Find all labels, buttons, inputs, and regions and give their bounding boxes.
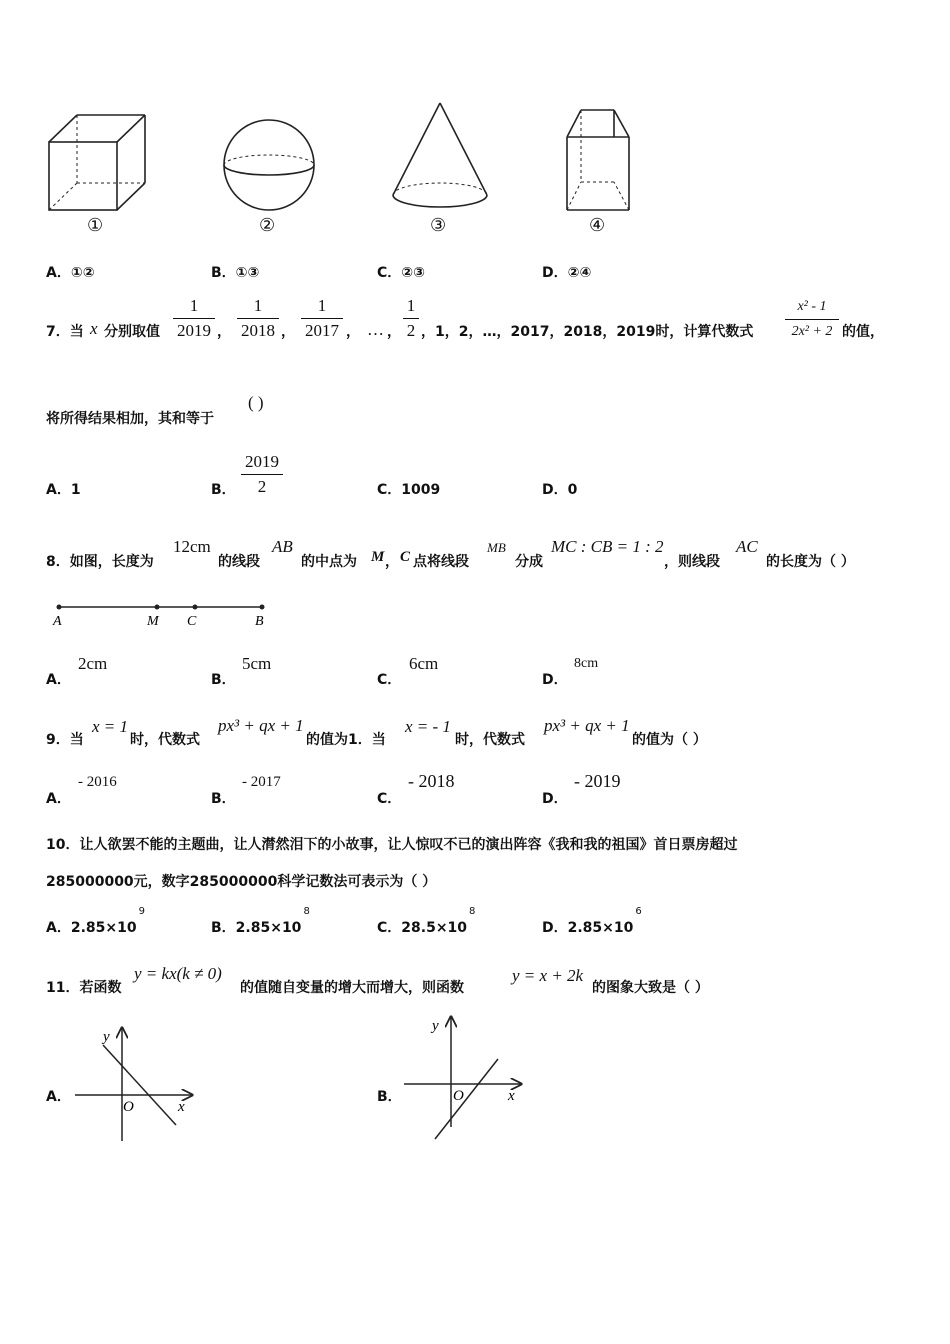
q11-expr2: y = x + 2k [512, 966, 584, 985]
q8-point-c: C [400, 549, 411, 565]
q8-option-c[interactable]: C． [377, 672, 402, 688]
q6-figures [40, 95, 640, 240]
q11-text2: 的图象大致是（ ） [592, 980, 709, 996]
q9-lead: 9．当 [46, 732, 84, 748]
q11-b-axis-y: y [432, 1018, 439, 1034]
q8-label-b: B [255, 614, 264, 629]
q9-option-a-value: - 2016 [78, 774, 117, 790]
q7-comma-4: ， [387, 324, 401, 340]
q8-option-d[interactable]: D． [542, 672, 568, 688]
q8-point-m: M [371, 549, 385, 565]
q7-option-b-frac: 2019 2 [241, 452, 283, 497]
figure-label-3: ③ [430, 215, 447, 235]
q8-option-b[interactable]: B． [211, 672, 236, 688]
q8-seg-ac: AC [736, 537, 758, 556]
q8-label-m: M [147, 614, 159, 629]
q8-segment-figure [46, 598, 276, 632]
q7-ellipsis: … [367, 320, 384, 339]
q9-option-b[interactable]: B． [211, 791, 236, 807]
q8-label-a: A [53, 614, 62, 629]
q7-option-b[interactable]: B． [211, 482, 236, 498]
q8-length: 12cm [173, 537, 211, 556]
cube-figure [49, 115, 145, 210]
q10-line2: 285000000元，数字285000000科学记数法可表示为（ ） [46, 874, 437, 890]
q8-option-c-value: 6cm [409, 654, 439, 673]
q11-option-b[interactable]: B． [377, 1089, 402, 1105]
q9-cond2: x = - 1 [405, 717, 451, 736]
q8-option-b-value: 5cm [242, 654, 272, 673]
figure-label-2: ② [259, 215, 276, 235]
q9-option-b-value: - 2017 [242, 774, 281, 790]
q9-expr-1: px³ + qx + 1 [218, 716, 304, 735]
q8-option-a-value: 2cm [78, 654, 108, 673]
q11-lead: 11．若函数 [46, 980, 122, 996]
figure-label-4: ④ [589, 215, 606, 235]
q9-option-d-value: - 2019 [574, 771, 621, 791]
q6-option-a[interactable]: A．①② [46, 265, 95, 281]
q7-frac-2017: 1 2017 [301, 296, 343, 341]
q7-option-c[interactable]: C．1009 [377, 482, 441, 498]
q9-text4: 的值为（ ） [632, 732, 707, 748]
q8-label-c: C [187, 614, 197, 629]
q8-lead: 8．如图，长度为 [46, 554, 154, 570]
figure-label-1: ① [87, 215, 104, 235]
q8-text2: 的中点为 [301, 554, 357, 570]
q11-option-a[interactable]: A． [46, 1089, 71, 1105]
q7-text1: 分别取值 [104, 324, 160, 340]
q8-seg-mb: MB [487, 540, 506, 555]
q9-option-a[interactable]: A． [46, 791, 71, 807]
q8-option-a[interactable]: A． [46, 672, 71, 688]
q11-expr1: y = kx(k ≠ 0) [134, 964, 222, 983]
q10-line1: 10．让人欲罢不能的主题曲，让人潸然泪下的小故事，让人惊叹不已的演出阵容《我和我的祖国》首日票房超过 [46, 837, 738, 853]
q8-seg-ab: AB [272, 537, 293, 556]
q7-line2: 将所得结果相加，其和等于 [46, 411, 214, 427]
q8-comma: ， [385, 554, 399, 570]
q7-comma-1: ， [217, 324, 231, 340]
q7-lead: 7．当 [46, 324, 84, 340]
prism-figure [567, 110, 629, 210]
q11-text1: 的值随自变量的增大而增大，则函数 [240, 980, 464, 996]
q7-frac-2: 1 2 [403, 296, 419, 341]
q9-option-d[interactable]: D． [542, 791, 568, 807]
q6-option-c[interactable]: C．②③ [377, 265, 425, 281]
q8-ratio: MC : CB = 1 : 2 [551, 537, 664, 556]
q7-text3: 的值， [842, 324, 884, 340]
q11-a-origin: O [123, 1099, 134, 1115]
q11-b-axis-x: x [508, 1088, 515, 1104]
q8-text1: 的线段 [218, 554, 260, 570]
q10-option-a[interactable]: A．$2.85\times 10^9$ [46, 906, 145, 936]
q7-comma-3: ， [346, 324, 360, 340]
q11-b-origin: O [453, 1088, 464, 1104]
q7-text2: ，1，2，…，2017，2018，2019时，计算代数式 [421, 324, 754, 340]
q11-graph-a [70, 1025, 200, 1145]
q11-graph-b [400, 1012, 530, 1142]
q9-text1: 时，代数式 [130, 732, 200, 748]
q10-option-d[interactable]: D．$2.85\times 10^6$ [542, 906, 642, 936]
q9-expr-2: px³ + qx + 1 [544, 716, 630, 735]
q8-text5: ，则线段 [664, 554, 720, 570]
q9-option-c-value: - 2018 [408, 771, 455, 791]
q10-option-b[interactable]: B．$2.85\times 10^8$ [211, 906, 310, 936]
q7-var-x: x [90, 319, 98, 338]
q8-option-d-value: 8cm [574, 656, 599, 671]
q8-text4: 分成 [515, 554, 543, 570]
q11-a-axis-x: x [178, 1099, 185, 1115]
q7-option-d[interactable]: D．0 [542, 482, 578, 498]
q8-text3: 点将线段 [413, 554, 469, 570]
cone-figure [393, 103, 487, 207]
q11-a-axis-y: y [103, 1029, 110, 1045]
q7-comma-2: ， [281, 324, 295, 340]
q9-cond1: x = 1 [92, 717, 129, 736]
q8-text6: 的长度为（ ） [766, 554, 855, 570]
q6-option-d[interactable]: D．②④ [542, 265, 592, 281]
q10-option-c[interactable]: C．$28.5\times 10^8$ [377, 906, 476, 936]
q9-text2: 的值为1．当 [306, 732, 386, 748]
q9-option-c[interactable]: C． [377, 791, 402, 807]
q7-frac-2018: 1 2018 [237, 296, 279, 341]
q7-paren: ( ) [248, 393, 264, 412]
q7-option-a[interactable]: A．1 [46, 482, 81, 498]
q7-expression: x² - 1 2x² + 2 [785, 297, 839, 342]
q9-text3: 时，代数式 [455, 732, 525, 748]
q6-option-b[interactable]: B．①③ [211, 265, 260, 281]
q7-frac-2019: 1 2019 [173, 296, 215, 341]
sphere-figure [224, 120, 314, 210]
